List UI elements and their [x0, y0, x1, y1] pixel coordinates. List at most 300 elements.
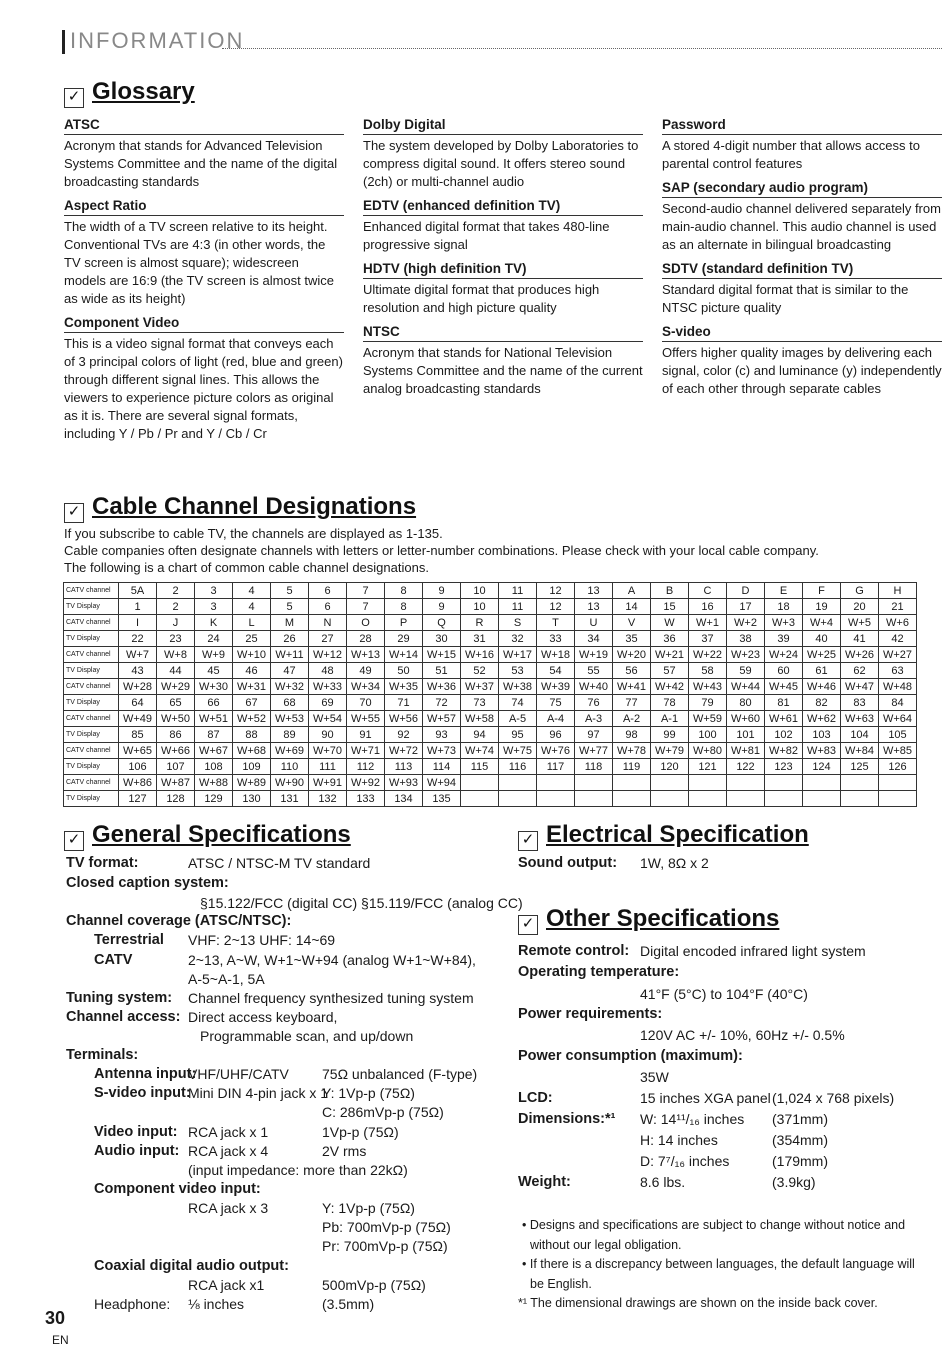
tv-row-label: TV Display	[64, 631, 119, 647]
tv-display-cell: 96	[537, 727, 575, 743]
catv-channel-cell: B	[651, 583, 689, 599]
tv-display-cell: 93	[423, 727, 461, 743]
tv-display-cell: 69	[309, 695, 347, 711]
tv-display-cell: 78	[651, 695, 689, 711]
tv-display-cell: 102	[765, 727, 803, 743]
antenna-spec: 75Ω unbalanced (F-type)	[322, 1066, 478, 1082]
catv-channel-cell: W+21	[651, 647, 689, 663]
note-2a: • If there is a discrepancy between languages, the default language will	[522, 1257, 915, 1271]
catv-channel-cell: D	[727, 583, 765, 599]
tv-display-cell	[841, 791, 879, 807]
svideo-spec-c: C: 286mVp-p (75Ω)	[322, 1104, 444, 1120]
terrestrial-value: VHF: 2~13 UHF: 14~69	[188, 932, 336, 948]
catv-channel-cell: W+32	[271, 679, 309, 695]
tv-display-cell: 9	[423, 599, 461, 615]
catv-channel-cell: N	[309, 615, 347, 631]
tv-display-cell: 28	[347, 631, 385, 647]
catv-label: CATV	[94, 952, 133, 968]
tv-display-cell: 26	[271, 631, 309, 647]
tv-display-cell: 62	[841, 663, 879, 679]
catv-channel-cell: 9	[423, 583, 461, 599]
catv-channel-cell: V	[613, 615, 651, 631]
headphone-spec: (3.5mm)	[322, 1296, 375, 1312]
catv-channel-cell: W+28	[119, 679, 157, 695]
weight-kg: (3.9kg)	[772, 1174, 816, 1190]
catv-channel-cell: G	[841, 583, 879, 599]
checkbox-icon: ✓	[518, 915, 538, 935]
tv-display-cell: 92	[385, 727, 423, 743]
tv-display-cell: 85	[119, 727, 157, 743]
catv-channel-cell: W+84	[841, 743, 879, 759]
catv-channel-cell: W+14	[385, 647, 423, 663]
catv-channel-cell	[575, 775, 613, 791]
tv-display-cell: 80	[727, 695, 765, 711]
checkbox-icon: ✓	[64, 831, 84, 851]
tv-display-cell: 25	[233, 631, 271, 647]
tv-display-cell	[613, 791, 651, 807]
tv-display-cell: 112	[347, 759, 385, 775]
tv-display-cell: 132	[309, 791, 347, 807]
catv-channel-cell: W+50	[157, 711, 195, 727]
catv-channel-cell: W+16	[461, 647, 499, 663]
catv-channel-cell: W+11	[271, 647, 309, 663]
tv-display-cell: 90	[309, 727, 347, 743]
tv-display-cell: 44	[157, 663, 195, 679]
catv-channel-cell: 12	[537, 583, 575, 599]
tv-display-cell: 105	[879, 727, 917, 743]
catv-channel-cell: S	[499, 615, 537, 631]
catv-channel-cell: W+94	[423, 775, 461, 791]
catv-channel-cell: W+67	[195, 743, 233, 759]
catv-channel-cell: T	[537, 615, 575, 631]
catv-channel-cell: M	[271, 615, 309, 631]
glossary-definition: The system developed by Dolby Laboratories to compress digital sound. It offers stereo sound (2ch) or multi-channel audio	[363, 134, 643, 191]
catv-channel-cell	[499, 775, 537, 791]
cc-label: Closed caption system:	[66, 875, 229, 891]
catv-channel-cell: 7	[347, 583, 385, 599]
tv-display-cell: 125	[841, 759, 879, 775]
tv-display-cell: 60	[765, 663, 803, 679]
catv-row	[64, 679, 917, 695]
note-2b: be English.	[530, 1276, 592, 1291]
catv-channel-cell: E	[765, 583, 803, 599]
electrical-spec-title: ✓ Electrical Specification	[518, 821, 809, 851]
tv-display-cell: 81	[765, 695, 803, 711]
tv-display-cell: 76	[575, 695, 613, 711]
tv-display-cell: 47	[271, 663, 309, 679]
tv-display-cell: 109	[233, 759, 271, 775]
catv-row-label: CATV channel	[64, 743, 119, 759]
section-header	[62, 28, 942, 56]
glossary-definition: Enhanced digital format that takes 480-line progressive signal	[363, 215, 643, 254]
catv-channel-cell: W+34	[347, 679, 385, 695]
catv-channel-cell: W+37	[461, 679, 499, 695]
catv-channel-cell: W+7	[119, 647, 157, 663]
dimension-width-mm: (371mm)	[772, 1111, 829, 1127]
catv-channel-cell: W+51	[195, 711, 233, 727]
tv-display-cell: 129	[195, 791, 233, 807]
svideo-label: S-video input:	[94, 1085, 191, 1101]
catv-channel-cell: W+19	[575, 647, 613, 663]
catv-channel-cell: W+15	[423, 647, 461, 663]
access-value-1: Direct access keyboard,	[188, 1009, 338, 1025]
tv-display-cell: 39	[765, 631, 803, 647]
tv-row-label: TV Display	[64, 695, 119, 711]
tv-display-cell: 13	[575, 599, 613, 615]
tuning-value: Channel frequency synthesized tuning system	[188, 990, 474, 1006]
catv-channel-cell: A-5	[499, 711, 537, 727]
catv-channel-cell: W	[651, 615, 689, 631]
tv-display-cell: 40	[803, 631, 841, 647]
lcd-spec: (1,024 x 768 pixels)	[772, 1090, 895, 1106]
glossary-definition: Second-audio channel delivered separately from main-audio channel. This audio channel is used as an alternate in bilingual broadcasting	[662, 197, 942, 254]
catv-channel-cell: W+81	[727, 743, 765, 759]
catv-channel-cell: 2	[157, 583, 195, 599]
glossary-term: Component Video	[64, 315, 180, 330]
tv-display-cell: 23	[157, 631, 195, 647]
catv-channel-cell: W+58	[461, 711, 499, 727]
catv-channel-cell: W+69	[271, 743, 309, 759]
catv-channel-cell: P	[385, 615, 423, 631]
tv-display-cell: 68	[271, 695, 309, 711]
glossary-term: SAP (secondary audio program)	[662, 180, 869, 195]
catv-channel-cell: W+44	[727, 679, 765, 695]
catv-channel-cell: W+13	[347, 647, 385, 663]
antenna-label: Antenna input:	[94, 1066, 197, 1082]
catv-row	[64, 775, 917, 791]
dimension-depth: D: 7⁷/₁₆ inches	[640, 1153, 730, 1169]
tv-display-cell: 27	[309, 631, 347, 647]
headphone-label: Headphone:	[94, 1296, 171, 1312]
tv-display-cell: 32	[499, 631, 537, 647]
access-value-2: Programmable scan, and up/down	[200, 1028, 414, 1044]
catv-channel-cell: 3	[195, 583, 233, 599]
tv-row-label: TV Display	[64, 663, 119, 679]
glossary-column-1	[64, 112, 344, 449]
tv-display-cell	[879, 791, 917, 807]
tv-display-cell: 128	[157, 791, 195, 807]
tv-display-cell	[575, 791, 613, 807]
tv-display-cell: 75	[537, 695, 575, 711]
svideo-spec-y: Y: 1Vp-p (75Ω)	[322, 1085, 415, 1101]
catv-channel-cell: W+27	[879, 647, 917, 663]
weight-label: Weight:	[518, 1174, 571, 1190]
catv-channel-cell: W+55	[347, 711, 385, 727]
temp-value: 41°F (5°C) to 104°F (40°C)	[640, 986, 808, 1002]
tv-display-cell: 70	[347, 695, 385, 711]
tv-display-cell: 119	[613, 759, 651, 775]
tv-display-cell: 51	[423, 663, 461, 679]
tv-display-row	[64, 791, 917, 807]
catv-channel-cell: W+25	[803, 647, 841, 663]
cable-intro-2: Cable companies often designate channels with letters or letter-number combinations. Please check with your local cable company.	[64, 543, 819, 558]
catv-channel-cell: W+57	[423, 711, 461, 727]
tv-display-cell	[727, 791, 765, 807]
catv-channel-cell: W+12	[309, 647, 347, 663]
catv-channel-cell: W+76	[537, 743, 575, 759]
catv-channel-cell: W+87	[157, 775, 195, 791]
catv-channel-cell: W+39	[537, 679, 575, 695]
tv-display-cell: 117	[537, 759, 575, 775]
tv-display-cell: 104	[841, 727, 879, 743]
tv-display-row	[64, 599, 917, 615]
tv-display-cell: 82	[803, 695, 841, 711]
catv-channel-cell: A-3	[575, 711, 613, 727]
tv-display-cell: 55	[575, 663, 613, 679]
tuning-label: Tuning system:	[66, 990, 173, 1006]
catv-channel-cell: W+49	[119, 711, 157, 727]
tv-display-row	[64, 759, 917, 775]
lcd-value: 15 inches XGA panel	[640, 1090, 771, 1106]
catv-channel-cell: 10	[461, 583, 499, 599]
tv-display-cell: 33	[537, 631, 575, 647]
language-code: EN	[52, 1333, 69, 1347]
audio-value: RCA jack x 4	[188, 1143, 269, 1159]
tv-display-cell: 121	[689, 759, 727, 775]
audio-note: (input impedance: more than 22kΩ)	[188, 1162, 408, 1178]
tv-display-cell: 79	[689, 695, 727, 711]
antenna-value: VHF/UHF/CATV	[188, 1066, 289, 1082]
tv-display-cell: 88	[233, 727, 271, 743]
glossary-term: EDTV (enhanced definition TV)	[363, 198, 561, 213]
tv-display-cell: 5	[271, 599, 309, 615]
catv-channel-cell: W+6	[879, 615, 917, 631]
catv-channel-cell: I	[119, 615, 157, 631]
catv-channel-cell: W+10	[233, 647, 271, 663]
catv-row-label: CATV channel	[64, 615, 119, 631]
dimension-width: W: 14¹¹/₁₆ inches	[640, 1111, 745, 1127]
catv-channel-cell: 5A	[119, 583, 157, 599]
catv-channel-cell	[537, 775, 575, 791]
catv-channel-cell: W+4	[803, 615, 841, 631]
tv-display-cell: 21	[879, 599, 917, 615]
catv-row	[64, 647, 917, 663]
channel-table-wrap	[63, 582, 917, 807]
glossary-term: HDTV (high definition TV)	[363, 261, 527, 276]
glossary-definition: Acronym that stands for Advanced Television Systems Committee and the name of the digital broadcasting standards	[64, 134, 344, 191]
tv-display-cell: 133	[347, 791, 385, 807]
video-label: Video input:	[94, 1124, 178, 1140]
cable-intro-1: If you subscribe to cable TV, the channels are displayed as 1-135.	[64, 526, 443, 541]
catv-channel-cell: W+59	[689, 711, 727, 727]
tv-display-cell: 101	[727, 727, 765, 743]
catv-channel-cell: W+93	[385, 775, 423, 791]
catv-channel-cell: 5	[271, 583, 309, 599]
catv-channel-cell: K	[195, 615, 233, 631]
tv-display-cell: 10	[461, 599, 499, 615]
catv-channel-cell: W+56	[385, 711, 423, 727]
tv-display-cell: 64	[119, 695, 157, 711]
channel-table	[63, 582, 917, 807]
tv-display-cell: 18	[765, 599, 803, 615]
tv-display-cell: 54	[537, 663, 575, 679]
catv-channel-cell: W+72	[385, 743, 423, 759]
tv-display-cell: 38	[727, 631, 765, 647]
catv-channel-cell: W+40	[575, 679, 613, 695]
audio-label: Audio input:	[94, 1143, 180, 1159]
tv-display-cell: 20	[841, 599, 879, 615]
section-header-label: INFORMATION	[70, 28, 245, 53]
tv-display-cell: 107	[157, 759, 195, 775]
tv-display-cell: 12	[537, 599, 575, 615]
sound-label: Sound output:	[518, 855, 618, 871]
tv-display-cell: 17	[727, 599, 765, 615]
catv-channel-cell: W+73	[423, 743, 461, 759]
catv-channel-cell: W+80	[689, 743, 727, 759]
catv-channel-cell: W+82	[765, 743, 803, 759]
catv-channel-cell: W+52	[233, 711, 271, 727]
catv-row	[64, 615, 917, 631]
catv-channel-cell: W+90	[271, 775, 309, 791]
tv-display-cell: 42	[879, 631, 917, 647]
catv-channel-cell: W+26	[841, 647, 879, 663]
catv-channel-cell: O	[347, 615, 385, 631]
catv-channel-cell: 13	[575, 583, 613, 599]
tv-display-cell	[765, 791, 803, 807]
dimension-depth-mm: (179mm)	[772, 1153, 829, 1169]
tv-display-cell: 71	[385, 695, 423, 711]
tv-display-cell: 57	[651, 663, 689, 679]
tv-display-cell: 83	[841, 695, 879, 711]
tv-display-cell: 77	[613, 695, 651, 711]
catv-channel-cell: W+5	[841, 615, 879, 631]
catv-channel-cell: W+29	[157, 679, 195, 695]
glossary-term: S-video	[662, 324, 711, 339]
note-1b: without our legal obligation.	[530, 1237, 682, 1252]
tv-display-cell: 87	[195, 727, 233, 743]
tv-display-cell: 124	[803, 759, 841, 775]
coax-label: Coaxial digital audio output:	[94, 1258, 289, 1274]
catv-channel-cell	[689, 775, 727, 791]
catv-channel-cell: W+18	[537, 647, 575, 663]
glossary-term: NTSC	[363, 324, 400, 339]
component-value: RCA jack x 3	[188, 1200, 269, 1216]
dimensions-label: Dimensions:*¹	[518, 1111, 616, 1127]
catv-channel-cell: W+68	[233, 743, 271, 759]
tv-display-row	[64, 727, 917, 743]
tv-display-cell: 45	[195, 663, 233, 679]
tv-display-cell: 91	[347, 727, 385, 743]
catv-channel-cell: H	[879, 583, 917, 599]
tv-display-cell: 63	[879, 663, 917, 679]
catv-channel-cell: W+24	[765, 647, 803, 663]
tv-display-cell: 135	[423, 791, 461, 807]
page-number: 30	[45, 1308, 66, 1328]
tv-display-cell: 108	[195, 759, 233, 775]
catv-row-label: CATV channel	[64, 647, 119, 663]
tv-display-cell: 118	[575, 759, 613, 775]
video-spec: 1Vp-p (75Ω)	[322, 1124, 399, 1140]
catv-channel-cell: W+70	[309, 743, 347, 759]
tv-row-label: TV Display	[64, 727, 119, 743]
general-spec-title: ✓ General Specifications	[64, 821, 351, 851]
audio-spec: 2V rms	[322, 1143, 367, 1159]
catv-row	[64, 583, 917, 599]
tv-display-row	[64, 663, 917, 679]
coax-value: RCA jack x1	[188, 1277, 265, 1293]
catv-row-label: CATV channel	[64, 775, 119, 791]
tv-format-label: TV format:	[66, 855, 139, 871]
tv-display-cell: 100	[689, 727, 727, 743]
catv-channel-cell: W+74	[461, 743, 499, 759]
catv-channel-cell: W+85	[879, 743, 917, 759]
catv-channel-cell: W+9	[195, 647, 233, 663]
tv-display-cell: 46	[233, 663, 271, 679]
header-rule	[222, 48, 942, 49]
catv-channel-cell: A-4	[537, 711, 575, 727]
tv-display-cell: 16	[689, 599, 727, 615]
tv-display-cell: 34	[575, 631, 613, 647]
catv-channel-cell: W+17	[499, 647, 537, 663]
catv-channel-cell: A-1	[651, 711, 689, 727]
catv-channel-cell: W+75	[499, 743, 537, 759]
tv-display-cell: 22	[119, 631, 157, 647]
catv-channel-cell: Q	[423, 615, 461, 631]
catv-channel-cell: W+88	[195, 775, 233, 791]
tv-display-cell: 110	[271, 759, 309, 775]
tv-display-cell: 72	[423, 695, 461, 711]
checkbox-icon: ✓	[518, 831, 538, 851]
catv-row-label: CATV channel	[64, 711, 119, 727]
catv-channel-cell: A-2	[613, 711, 651, 727]
tv-display-cell: 106	[119, 759, 157, 775]
catv-channel-cell: W+48	[879, 679, 917, 695]
component-pr: Pr: 700mVp-p (75Ω)	[322, 1238, 448, 1254]
catv-channel-cell: W+20	[613, 647, 651, 663]
tv-display-cell	[461, 791, 499, 807]
catv-channel-cell: L	[233, 615, 271, 631]
catv-channel-cell: J	[157, 615, 195, 631]
tv-display-cell: 65	[157, 695, 195, 711]
checkbox-icon: ✓	[64, 503, 84, 523]
catv-channel-cell: W+43	[689, 679, 727, 695]
tv-display-cell: 116	[499, 759, 537, 775]
catv-channel-cell: W+71	[347, 743, 385, 759]
catv-value-1: 2~13, A~W, W+1~W+94 (analog W+1~W+84),	[188, 952, 476, 968]
cc-value: §15.122/FCC (digital CC) §15.119/FCC (analog CC)	[200, 895, 523, 911]
tv-display-row	[64, 695, 917, 711]
tv-display-cell: 36	[651, 631, 689, 647]
power-label: Power requirements:	[518, 1006, 663, 1022]
tv-display-cell: 114	[423, 759, 461, 775]
sound-value: 1W, 8Ω x 2	[640, 855, 709, 871]
catv-channel-cell: W+64	[879, 711, 917, 727]
cable-title: ✓ Cable Channel Designations	[64, 493, 416, 523]
dimension-height-mm: (354mm)	[772, 1132, 829, 1148]
tv-display-cell: 130	[233, 791, 271, 807]
catv-channel-cell	[613, 775, 651, 791]
glossary-column-3	[662, 112, 942, 404]
spec-notes	[518, 1216, 915, 1314]
catv-channel-cell: W+2	[727, 615, 765, 631]
catv-channel-cell: W+83	[803, 743, 841, 759]
tv-display-cell: 19	[803, 599, 841, 615]
catv-channel-cell: W+8	[157, 647, 195, 663]
catv-channel-cell: W+46	[803, 679, 841, 695]
tv-display-cell: 50	[385, 663, 423, 679]
catv-channel-cell: A	[613, 583, 651, 599]
tv-display-cell: 73	[461, 695, 499, 711]
glossary-definition: Offers higher quality images by delivering each signal, color (c) and luminance (y) independently of each other through separate cables	[662, 341, 942, 398]
terrestrial-label: Terrestrial	[94, 932, 164, 948]
glossary-definition: Acronym that stands for National Television Systems Committee and the name of the current analog broadcasting standards	[363, 341, 643, 398]
component-label: Component video input:	[94, 1181, 261, 1197]
temp-label: Operating temperature:	[518, 964, 680, 980]
tv-display-cell: 1	[119, 599, 157, 615]
catv-channel-cell: 11	[499, 583, 537, 599]
glossary-definition: Standard digital format that is similar to the NTSC picture quality	[662, 278, 942, 317]
catv-channel-cell: W+65	[119, 743, 157, 759]
